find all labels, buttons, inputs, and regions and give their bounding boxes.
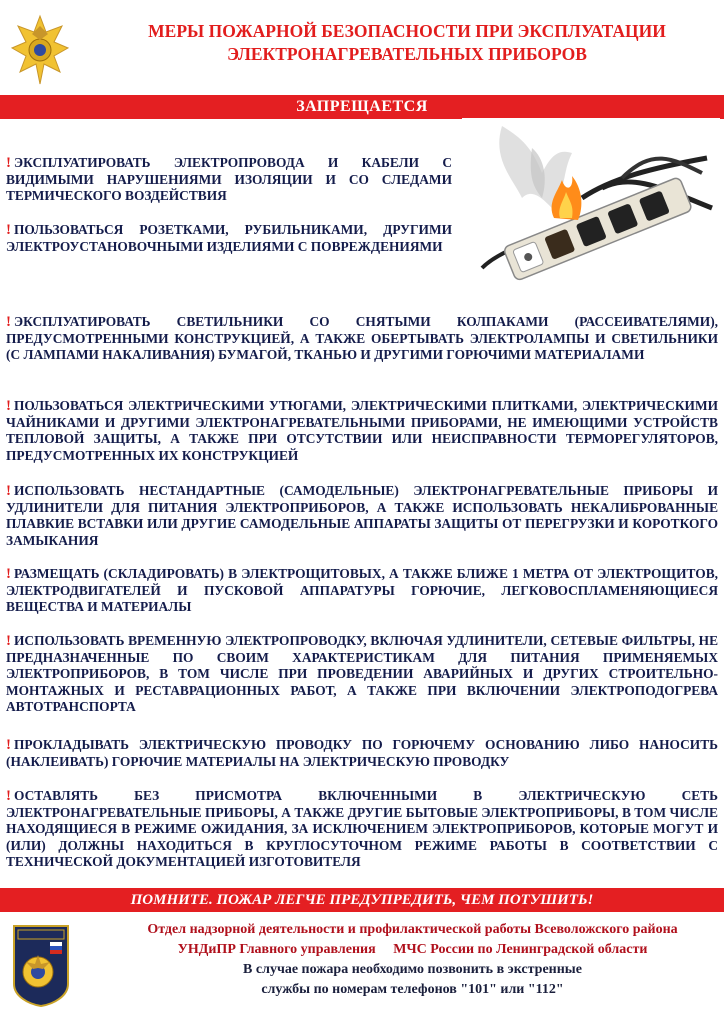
list-item: ! РАЗМЕЩАТЬ (СКЛАДИРОВАТЬ) В ЭЛЕКТРОЩИТОВЫХ, А ТАКЖЕ БЛИЖЕ 1 МЕТРА ОТ ЭЛЕКТРОЩИТОВ, ЭЛЕКТРОДВИГАТЕЛЕЙ И ПУСКОВОЙ АППАРАТУРЫ ГОРЮЧИЕ, ЛЕГКОВОСПЛАМЕНЯЮЩИЕСЯ ВЕЩЕСТВА И МАТЕРИАЛЫ <box>6 566 718 615</box>
list-item: ! ПОЛЬЗОВАТЬСЯ ЭЛЕКТРИЧЕСКИМИ УТЮГАМИ, ЭЛЕКТРИЧЕСКИМИ ПЛИТКАМИ, ЭЛЕКТРИЧЕСКИМИ ЧАЙНИКАМИ И ДРУГИМИ ЭЛЕКТРОНАГРЕВАТЕЛЬНЫМИ ПРИБОРАМИ, НЕ ИМЕЮЩИМИ УСТРОЙСТВ ТЕПЛОВОЙ ЗАЩИТЫ, А ТАКЖЕ ПРИ ОТСУТСТВИИ ИЛИ НЕИСПРАВНОСТИ ТЕРМОРЕГУЛЯТОРОВ, ПРЕДУСМОТРЕННЫХ ИХ КОНСТРУКЦИЕЙ <box>6 398 718 463</box>
warning-exclamation-icon: ! <box>6 222 11 238</box>
warning-exclamation-icon: ! <box>6 398 11 414</box>
mchs-russia-shoulder-patch-icon <box>10 922 72 1008</box>
list-item: ! ПОЛЬЗОВАТЬСЯ РОЗЕТКАМИ, РУБИЛЬНИКАМИ, ДРУГИМИ ЭЛЕКТРОУСТАНОВОЧНЫМИ ИЗДЕЛИЯМИ С ПОВРЕЖДЕНИЯМИ <box>6 222 452 254</box>
title-line-2: ЭЛЕКТРОНАГРЕВАТЕЛЬНЫХ ПРИБОРОВ <box>227 44 587 64</box>
list-item: ! ИСПОЛЬЗОВАТЬ НЕСТАНДАРТНЫЕ (САМОДЕЛЬНЫЕ) ЭЛЕКТРОНАГРЕВАТЕЛЬНЫЕ ПРИБОРЫ И УДЛИНИТЕЛИ ДЛЯ ПИТАНИЯ ЭЛЕКТРОПРИБОРОВ, А ТАКЖЕ ИСПОЛЬЗОВАТЬ НЕКАЛИБРОВАННЫЕ ПЛАВКИЕ ВСТАВКИ ИЛИ ДРУГИЕ САМОДЕЛЬНЫЕ АППАРАТЫ ЗАЩИТЫ ОТ ПЕРЕГРУЗКИ И КОРОТКОГО ЗАМЫКАНИЯ <box>6 483 718 548</box>
slogan-banner <box>0 888 724 912</box>
warning-exclamation-icon: ! <box>6 483 11 499</box>
list-item: ! ИСПОЛЬЗОВАТЬ ВРЕМЕННУЮ ЭЛЕКТРОПРОВОДКУ, ВКЛЮЧАЯ УДЛИНИТЕЛИ, СЕТЕВЫЕ ФИЛЬТРЫ, НЕ ПРЕДНАЗНАЧЕННЫЕ ПО СВОИМ ХАРАКТЕРИСТИКАМ ДЛЯ ПИТАНИЯ ПРИМЕНЯЕМЫХ ЭЛЕКТРОПРИБОРОВ, В ТОМ ЧИСЛЕ ПРИ ПРОВЕДЕНИИ АВАРИЙНЫХ И ДРУГИХ СТРОИТЕЛЬНО-МОНТАЖНЫХ И РЕСТАВРАЦИОННЫХ РАБОТ, А ТАКЖЕ ПРИ ВКЛЮЧЕНИИ ЭЛЕКТРОПОДОГРЕВА АВТОТРАНСПОРТА <box>6 633 718 715</box>
warning-exclamation-icon: ! <box>6 788 11 804</box>
department-line-1: Отдел надзорной деятельности и профилактической работы Всеволожского района <box>147 922 678 937</box>
warning-exclamation-icon: ! <box>6 566 11 582</box>
department-line-2: УНДиПР Главного управления МЧС России по Ленинградской области <box>177 942 648 957</box>
warning-exclamation-icon: ! <box>6 155 11 171</box>
page-title <box>95 20 719 66</box>
list-item: ! ЭКСПЛУАТИРОВАТЬ СВЕТИЛЬНИКИ СО СНЯТЫМИ КОЛПАКАМИ (РАССЕИВАТЕЛЯМИ), ПРЕДУСМОТРЕННЫМИ КОНСТРУКЦИЕЙ, А ТАКЖЕ ОБЕРТЫВАТЬ ЭЛЕКТРОЛАМПЫ И СВЕТИЛЬНИКИ (С ЛАМПАМИ НАКАЛИВАНИЯ) БУМАГОЙ, ТКАНЬЮ И ДРУГИМИ ГОРЮЧИМИ МАТЕРИАЛАМИ <box>6 314 718 363</box>
warning-exclamation-icon: ! <box>6 314 11 330</box>
list-item: ! ОСТАВЛЯТЬ БЕЗ ПРИСМОТРА ВКЛЮЧЕННЫМИ В ЭЛЕКТРИЧЕСКУЮ СЕТЬ ЭЛЕКТРОНАГРЕВАТЕЛЬНЫЕ ПРИБОРЫ, А ТАКЖЕ ДРУГИЕ БЫТОВЫЕ ЭЛЕКТРОПРИБОРЫ, В ТОМ ЧИСЛЕ НАХОДЯЩИЕСЯ В РЕЖИМЕ ОЖИДАНИЯ, ЗА ИСКЛЮЧЕНИЕМ ЭЛЕКТРОПРИБОРОВ, КОТОРЫЕ МОГУТ И (ИЛИ) ДОЛЖНЫ НАХОДИТЬСЯ В КРУГЛОСУТОЧНОМ РЕЖИМЕ РАБОТЫ В СООТВЕТСТВИИ С ТЕХНИЧЕСКОЙ ДОКУМЕНТАЦИЕЙ ИЗГОТОВИТЕЛЯ <box>6 788 718 870</box>
list-item: ! ЭКСПЛУАТИРОВАТЬ ЭЛЕКТРОПРОВОДА И КАБЕЛИ С ВИДИМЫМИ НАРУШЕНИЯМИ ИЗОЛЯЦИИ И СО СЛЕДАМИ ТЕРМИЧЕСКОГО ВОЗДЕЙСТВИЯ <box>6 155 452 204</box>
title-line-1: МЕРЫ ПОЖАРНОЙ БЕЗОПАСНОСТИ ПРИ ЭКСПЛУАТАЦИИ <box>148 21 666 41</box>
emergency-call-line-1: В случае пожара необходимо позвонить в экстренные <box>243 962 582 977</box>
warning-exclamation-icon: ! <box>6 737 11 753</box>
emergency-call-line-2: службы по номерам телефонов "101" или "112" <box>261 982 564 997</box>
mchs-eagle-emblem-icon <box>10 12 70 88</box>
prohibited-banner-label: ЗАПРЕЩАЕТСЯ <box>296 98 428 115</box>
slogan-text: ПОМНИТЕ. ПОЖАР ЛЕГЧЕ ПРЕДУПРЕДИТЬ, ЧЕМ ПОТУШИТЬ! <box>130 892 594 908</box>
prohibited-banner <box>0 95 724 119</box>
warning-exclamation-icon: ! <box>6 633 11 649</box>
burning-power-strip-icon <box>462 118 720 290</box>
list-item: ! ПРОКЛАДЫВАТЬ ЭЛЕКТРИЧЕСКУЮ ПРОВОДКУ ПО ГОРЮЧЕМУ ОСНОВАНИЮ ЛИБО НАНОСИТЬ (НАКЛЕИВАТЬ) ГОРЮЧИЕ МАТЕРИАЛЫ НА ЭЛЕКТРИЧЕСКУЮ ПРОВОДКУ <box>6 737 718 769</box>
